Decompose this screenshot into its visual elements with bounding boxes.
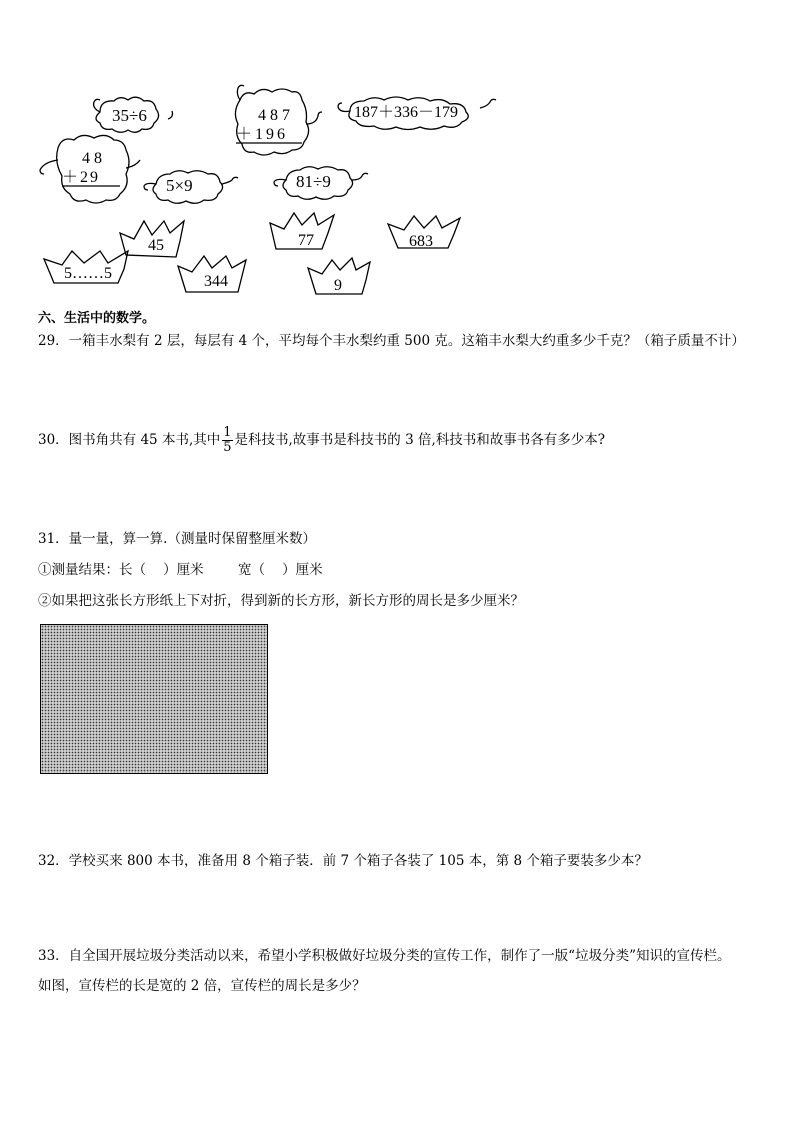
measure-rectangle xyxy=(40,624,268,774)
cloud-4-top: 48 xyxy=(82,150,106,167)
fraction-numerator: 1 xyxy=(223,425,232,440)
question-33-line1: 33．自全国开展垃圾分类活动以来，希望小学积极做好垃圾分类的宣传工作，制作了一版“垃圾分类”知识的宣传栏。 xyxy=(38,948,731,964)
question-30-before: 30．图书角共有 45 本书,其中 xyxy=(38,432,221,448)
question-31-line1: 31．量一量，算一算.（测量时保留整厘米数） xyxy=(38,531,316,547)
crown-1-text: 45 xyxy=(148,237,164,254)
question-32: 32．学校买来 800 本书，准备用 8 个箱子装．前 7 个箱子各装了 105 本，第 8 个箱子要装多少本？ xyxy=(38,853,648,869)
fraction-denominator: 5 xyxy=(223,440,232,455)
crown-3-text: 344 xyxy=(204,273,228,290)
cloud-2-bottom: ＋196 xyxy=(236,126,289,143)
cloud-4-bottom: ＋29 xyxy=(62,169,101,186)
section-title: 六、生活中的数学。 xyxy=(38,311,156,326)
question-31-line3: ②如果把这张长方形纸上下对折，得到新的长方形，新长方形的周长是多少厘米？ xyxy=(38,593,524,609)
question-30-after: 是科技书,故事书是科技书的 3 倍,科技书和故事书各有多少本? xyxy=(234,432,606,448)
cloud-6-text: 81÷9 xyxy=(296,172,331,191)
question-30 xyxy=(38,426,605,455)
question-29: 29．一箱丰水梨有 2 层，每层有 4 个，平均每个丰水梨约重 500 克。这箱丰水梨大约重多少千克？（箱子质量不计） xyxy=(38,333,745,349)
crown-5-text: 9 xyxy=(334,277,342,294)
question-31-line2: ①测量结果：长（ ）厘米 宽（ ）厘米 xyxy=(38,562,323,578)
matching-illustration xyxy=(0,0,794,300)
cloud-1-text: 35÷6 xyxy=(112,106,147,125)
cloud-2-top: 487 xyxy=(258,107,294,124)
crown-4-text: 77 xyxy=(298,232,314,249)
cloud-3-text: 187＋336－179 xyxy=(354,104,459,121)
crown-6-text: 683 xyxy=(409,233,433,250)
crown-2-text: 5……5 xyxy=(64,265,112,282)
cloud-5-text: 5×9 xyxy=(166,176,193,195)
question-33-line2: 如图，宣传栏的长是宽的 2 倍，宣传栏的周长是多少？ xyxy=(38,978,366,994)
fraction xyxy=(222,426,232,455)
